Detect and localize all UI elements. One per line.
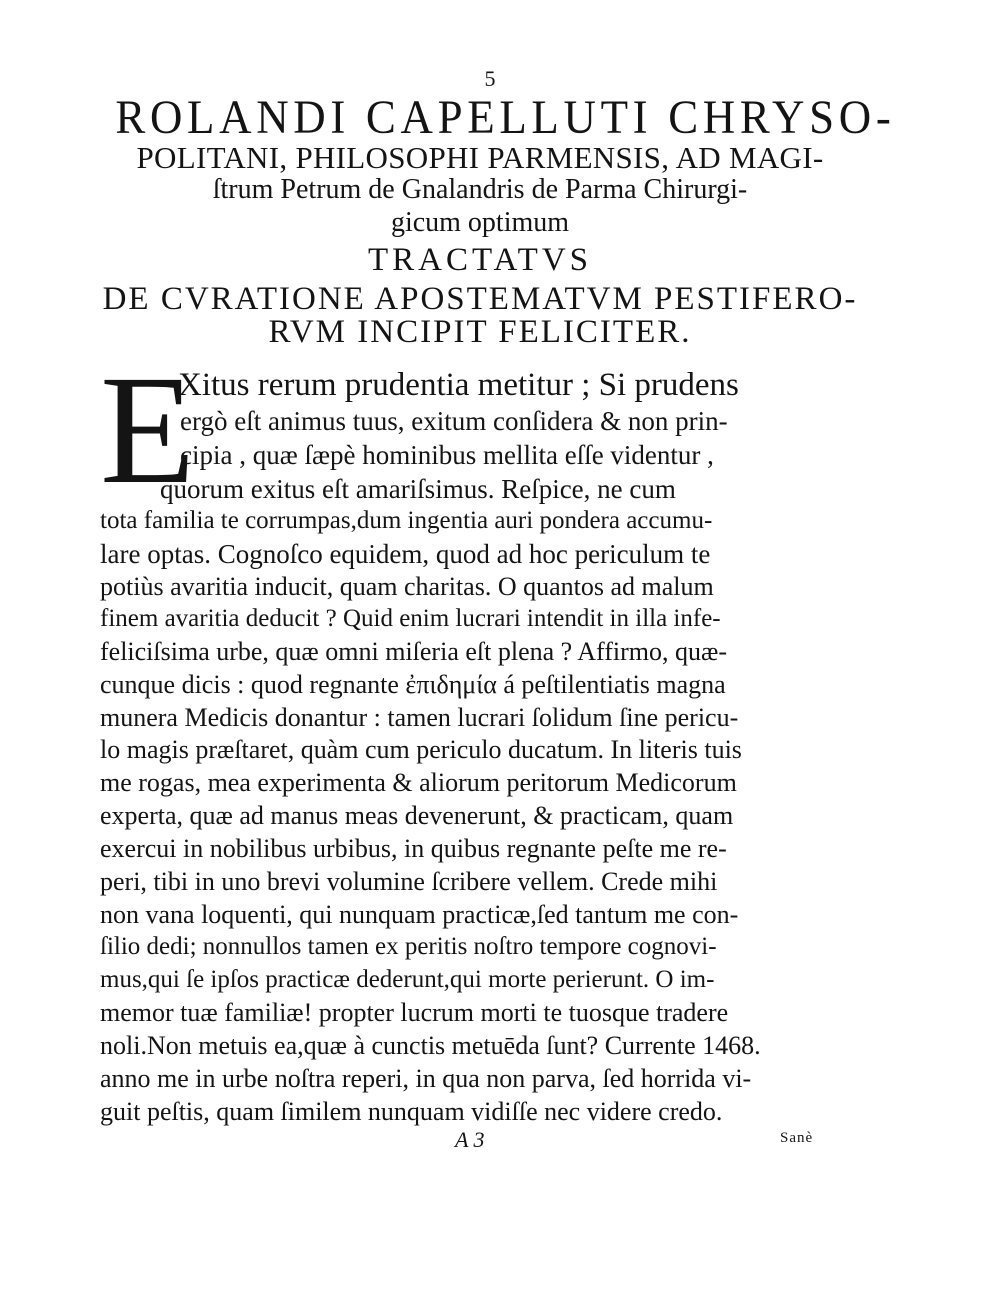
body-text-line: mus,qui ſe ipſos practicæ dederunt,qui morte perierunt. O im-	[100, 966, 715, 993]
body-text-line: exercui in nobilibus urbibus, in quibus regnante peſte me re-	[100, 834, 727, 863]
body-text-line: peri, tibi in uno brevi volumine ſcribere vellem. Crede mihi	[100, 867, 718, 896]
body-text-line: cunque dicis : quod regnante ἐπιδημία á peſtilentiatis magna	[100, 670, 726, 699]
signature-mark: A 3	[455, 1127, 485, 1152]
body-text-line: quorum exitus eſt amariſsimus. Reſpice, ne cum	[160, 474, 676, 504]
body-text-line: experta, quæ ad manus meas devenerunt, & practicam, quam	[100, 801, 734, 830]
body-text-line: ergò eſt animus tuus, exitum conſidera & non prin-	[180, 406, 728, 436]
body-text-line: guit peſtis, quam ſimilem nunquam vidiſſe nec videre credo.	[100, 1097, 723, 1126]
body-text-line: potiùs avaritia inducit, quam charitas. O quantos ad malum	[100, 572, 714, 601]
heading-addressee-line: ſtrum Petrum de Gnalandris de Parma Chirurgi-	[212, 174, 748, 205]
body-text-line: noli.Non metuis ea,quæ à cunctis metuēda ſunt? Currente 1468.	[100, 1031, 761, 1060]
treatise-subject-line: DE CVRATIONE APOSTEMATVM PESTIFERO-	[102, 281, 858, 317]
body-text-line: lare optas. Cognoſco equidem, quod ad hoc periculum te	[100, 539, 711, 569]
tractatus-title: TRACTATVS	[367, 242, 593, 278]
body-text-line: tota familia te corrumpas,dum ingentia auri pondera accumu-	[100, 507, 713, 534]
body-text-line: me rogas, mea experimenta & aliorum peritorum Medicorum	[100, 768, 737, 797]
body-text-line: lo magis præſtaret, quàm cum periculo ducatum. In literis tuis	[100, 735, 742, 764]
body-text-line: cipia , quæ ſæpè hominibus mellita eſſe videntur ,	[180, 440, 714, 470]
heading-author-line: ROLANDI CAPELLUTI CHRYSO-	[115, 91, 896, 144]
body-text-line: munera Medicis donantur : tamen lucrari ſolidum ſine pericu-	[100, 703, 739, 732]
treatise-incipit-line: RVM INCIPIT FELICITER.	[268, 314, 692, 350]
heading-origin-line: POLITANI, PHILOSOPHI PARMENSIS, AD MAGI-	[136, 140, 824, 175]
body-text-line: anno me in urbe noſtra reperi, in qua non parva, ſed horrida vi-	[100, 1064, 752, 1093]
heading-addressee-end-line: gicum optimum	[390, 207, 570, 238]
body-text-line: ſilio dedi; nonnullos tamen ex peritis noſtro tempore cognovi-	[100, 933, 717, 960]
catchword: Sanè	[780, 1130, 814, 1146]
body-text-line: feliciſsima urbe, quæ omni miſeria eſt plena ? Affirmo, quæ-	[100, 637, 727, 666]
page-number: 5	[484, 66, 496, 91]
drop-cap-initial: E	[100, 343, 196, 516]
body-text-line: finem avaritia deducit ? Quid enim lucrari intendit in illa infe-	[100, 605, 721, 632]
body-text-line: non vana loquenti, qui nunquam practicæ,ſed tantum me con-	[100, 900, 739, 929]
body-text-line: Xitus rerum prudentia metitur ; Si prudens	[178, 367, 739, 403]
body-text-line: memor tuæ familiæ! propter lucrum morti te tuosque tradere	[100, 998, 729, 1027]
